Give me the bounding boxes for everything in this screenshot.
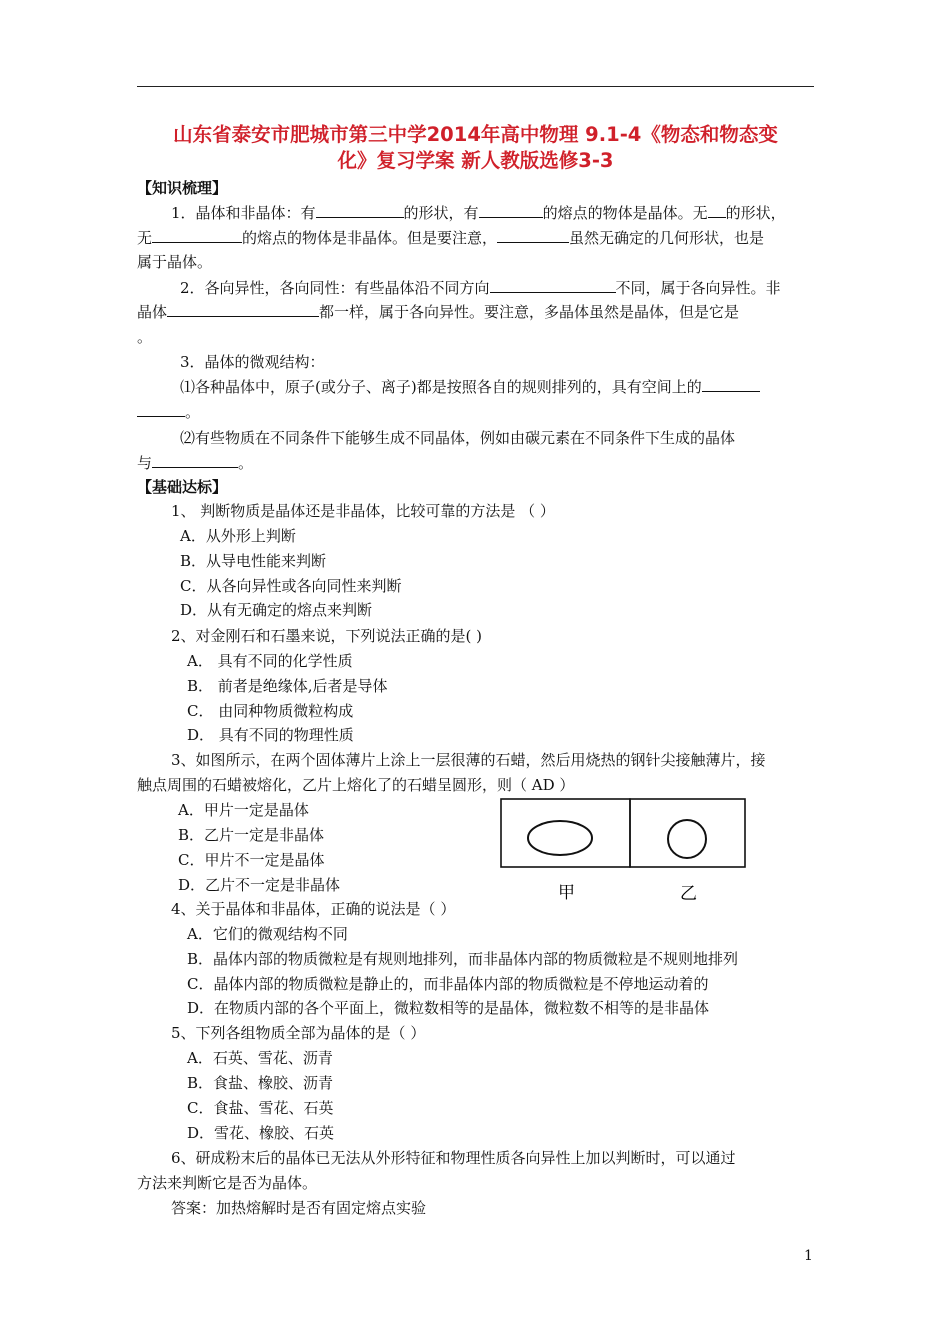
q2-option-a: A． 具有不同的化学性质 xyxy=(187,652,353,670)
circle-melt-yi xyxy=(668,820,706,858)
p1-text-f: 的熔点的物体是非晶体。但是要注意， xyxy=(242,229,498,247)
q3-figure xyxy=(500,798,746,906)
page-number: 1 xyxy=(804,1248,813,1264)
p1-text-d: 的形状， xyxy=(725,204,786,222)
q3-option-b: B．乙片一定是非晶体 xyxy=(178,826,325,844)
p1-text-c: 的熔点的物体是晶体。无 xyxy=(542,204,708,222)
ellipse-melt-jia xyxy=(528,821,592,855)
q3-option-a: A．甲片一定是晶体 xyxy=(178,801,309,819)
q3-option-d: D．乙片不一定是非晶体 xyxy=(178,876,341,894)
plate-jia xyxy=(501,799,630,867)
p3-text-c: 。 xyxy=(185,403,201,421)
p1-text-a: 1．晶体和非晶体：有 xyxy=(171,204,316,222)
p1-text-e: 无 xyxy=(137,229,153,247)
blank xyxy=(152,228,242,243)
p3-text-e: 与 xyxy=(137,454,153,472)
q5-option-b: B．食盐、橡胶、沥青 xyxy=(187,1074,334,1092)
q3-option-c: C．甲片不一定是晶体 xyxy=(178,851,325,869)
q1-option-b: B．从导电性能来判断 xyxy=(180,552,327,570)
p3-text-b: ⑴各种晶体中，原子(或分子、离子)都是按照各自的规则排列的，具有空间上的 xyxy=(180,378,702,396)
p3-line-c xyxy=(137,402,200,422)
q5-option-a: A．石英、雪花、沥青 xyxy=(187,1049,333,1067)
p3-text-f: 。 xyxy=(238,454,254,472)
q6-answer: 答案：加热熔解时是否有固定熔点实验 xyxy=(171,1199,427,1217)
p2-text-c: 晶体 xyxy=(137,303,168,321)
q6-stem-line-1: 6、研成粉末后的晶体已无法从外形特征和物理性质各向异性上加以判断时，可以通过 xyxy=(171,1149,736,1167)
q1-option-a: A．从外形上判断 xyxy=(180,527,296,545)
q4-option-b: B．晶体内部的物质微粒是有规则地排列，而非晶体内部的物质微粒是不规则地排列 xyxy=(187,950,739,968)
p2-text-e: 。 xyxy=(137,328,153,346)
q5-stem: 5、下列各组物质全部为晶体的是（ ） xyxy=(171,1024,426,1042)
blank xyxy=(708,203,726,218)
q2-option-d: D． 具有不同的物理性质 xyxy=(187,726,354,744)
q5-option-d: D．雪花、橡胶、石英 xyxy=(187,1124,335,1142)
q5-option-c: C．食盐、雪花、石英 xyxy=(187,1099,334,1117)
label-jia: 甲 xyxy=(558,883,575,903)
blank xyxy=(137,402,185,417)
p2-line-2 xyxy=(137,302,739,322)
p3-text-d: ⑵有些物质在不同条件下能够生成不同晶体，例如由碳元素在不同条件下生成的晶体 xyxy=(180,429,736,447)
label-yi: 乙 xyxy=(680,884,697,904)
blank xyxy=(490,278,616,293)
q2-option-c: C． 由同种物质微粒构成 xyxy=(187,702,354,720)
p2-text-a2: 2．各向异性，各向同性：有些晶体沿不同方向 xyxy=(180,279,490,297)
p3-line-e xyxy=(137,453,253,473)
q2-stem: 2、对金刚石和石墨来说，下列说法正确的是( ) xyxy=(171,627,483,645)
header-rule xyxy=(137,86,814,87)
q1-stem: 1、 判断物质是晶体还是非晶体，比较可靠的方法是 （ ） xyxy=(171,502,555,520)
q4-option-c: C．晶体内部的物质微粒是静止的，而非晶体内部的物质微粒是不停地运动着的 xyxy=(187,975,709,993)
q3-stem-line-2: 触点周围的石蜡被熔化，乙片上熔化了的石蜡呈圆形，则（ AD ） xyxy=(137,776,575,794)
p1-line-1 xyxy=(171,203,786,223)
q3-figure-svg xyxy=(500,798,746,906)
p3-line-b xyxy=(180,377,760,397)
section-header-basics: 【基础达标】 xyxy=(137,478,228,496)
q1-option-c: C．从各向异性或各向同性来判断 xyxy=(180,577,402,595)
blank xyxy=(152,453,238,468)
q4-option-d: D．在物质内部的各个平面上，微粒数相等的是晶体，微粒数不相等的是非晶体 xyxy=(187,999,710,1017)
section-header-knowledge: 【知识梳理】 xyxy=(137,179,228,197)
p1-text-h: 属于晶体。 xyxy=(137,253,213,271)
plate-yi xyxy=(630,799,745,867)
blank xyxy=(479,203,543,218)
p1-text-g: 虽然无确定的几何形状，也是 xyxy=(569,229,765,247)
blank xyxy=(702,377,760,392)
blank xyxy=(497,228,569,243)
p2-text-d: 都一样，属于各向异性。要注意，多晶体虽然是晶体，但是它是 xyxy=(319,303,740,321)
document-title-line-2: 化》复习学案 新人教版选修3-3 xyxy=(337,149,614,172)
p3-text-a: 3．晶体的微观结构： xyxy=(180,353,325,371)
q1-option-d: D．从有无确定的熔点来判断 xyxy=(180,601,373,619)
p1-line-2 xyxy=(137,228,764,248)
q2-option-b: B． 前者是绝缘体,后者是导体 xyxy=(187,677,388,695)
p2-line-1 xyxy=(180,278,781,298)
p2-text-b: 不同，属于各向异性。非 xyxy=(615,279,781,297)
q4-option-a: A．它们的微观结构不同 xyxy=(187,925,348,943)
document-title-line-1: 山东省泰安市肥城市第三中学2014年高中物理 9.1-4《物态和物态变 xyxy=(173,123,778,146)
q3-stem-line-1: 3、如图所示，在两个固体薄片上涂上一层很薄的石蜡，然后用烧热的钢针尖接触薄片，接 xyxy=(171,751,766,769)
q6-stem-line-2: 方法来判断它是否为晶体。 xyxy=(137,1174,318,1192)
q4-stem: 4、关于晶体和非晶体，正确的说法是（ ） xyxy=(171,900,456,918)
p1-text-b: 的形状，有 xyxy=(403,204,479,222)
blank xyxy=(316,203,404,218)
blank xyxy=(167,302,319,317)
